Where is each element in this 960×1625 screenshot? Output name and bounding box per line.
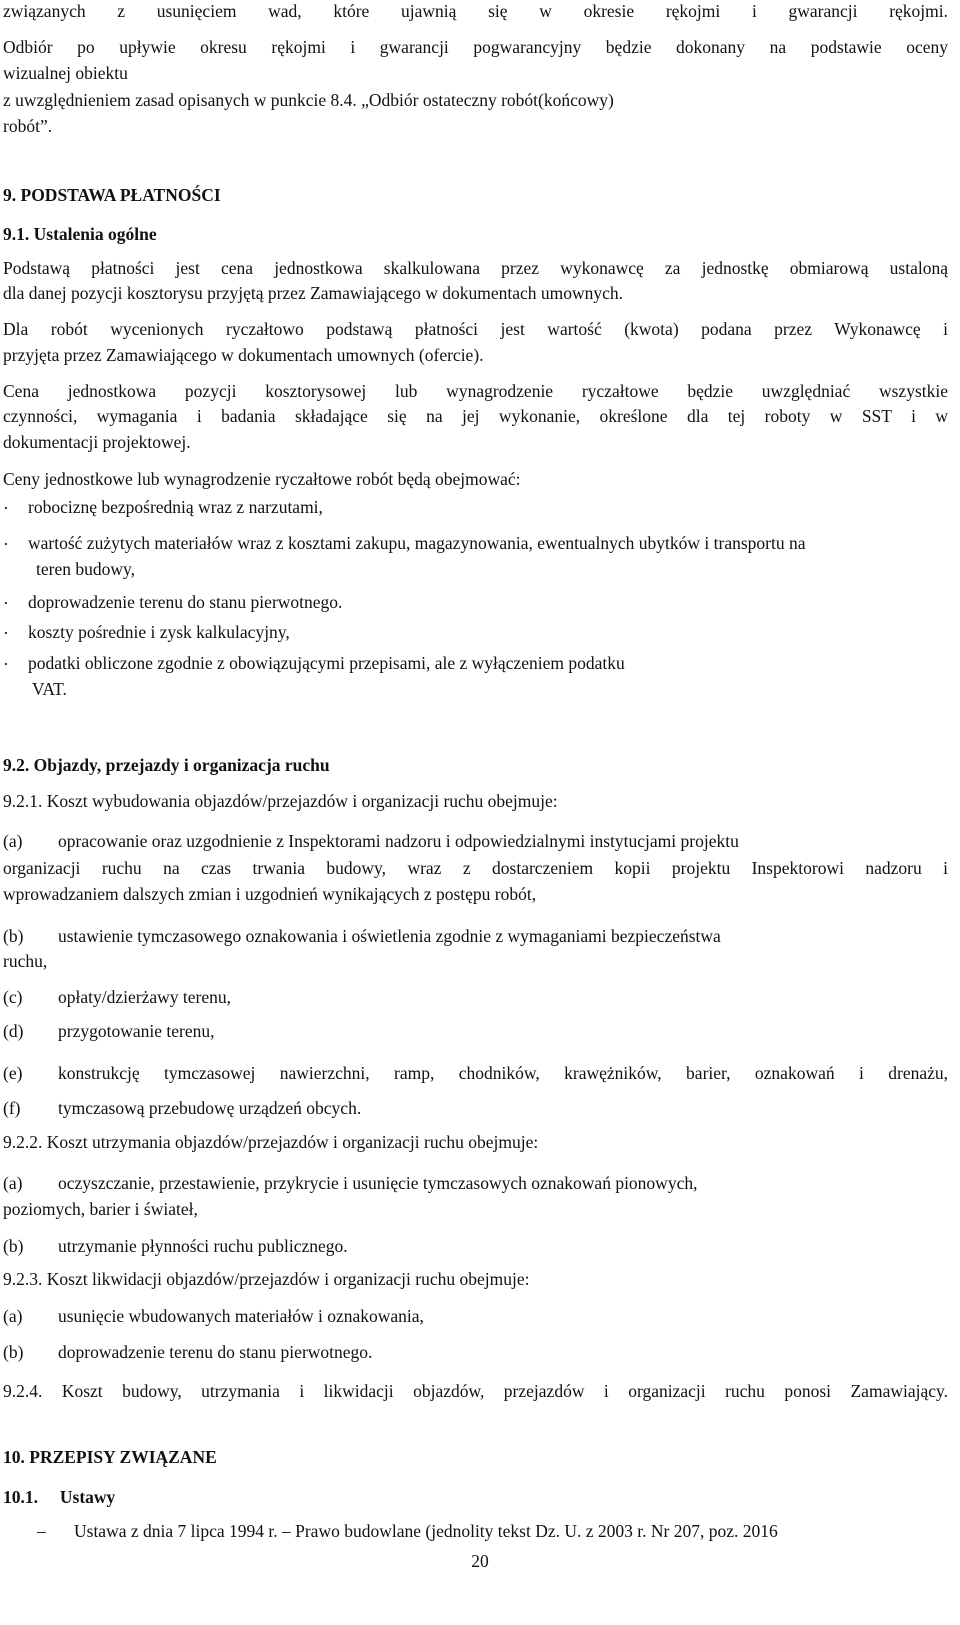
list-item: przygotowanie terenu,: [58, 1021, 215, 1041]
item-label: (b): [3, 1236, 24, 1256]
list-item: podatki obliczone zgodnie z obowiązującymi przepisami, ale z wyłączeniem podatku: [28, 653, 625, 673]
subsection-heading: 10.1. Ustawy: [3, 1487, 116, 1507]
list-item-continuation: ruchu,: [3, 951, 48, 971]
item-label: (f): [3, 1098, 21, 1118]
list-item-continuation: organizacji ruchu na czas trwania budowy, wraz z dostarczeniem kopii projektu Inspektorowi nadzoru i: [3, 858, 948, 878]
bullet-dot: ·: [3, 498, 9, 518]
dash-marker: –: [37, 1521, 46, 1541]
list-item: wartość zużytych materiałów wraz z kosztami zakupu, magazynowania, ewentualnych ubytków i transportu na: [28, 533, 806, 553]
list-item: tymczasową przebudowę urządzeń obcych.: [58, 1098, 362, 1118]
item-label: (a): [3, 1173, 23, 1193]
bullet-dot: ·: [3, 623, 9, 643]
subsection-title: 9.2.3. Koszt likwidacji objazdów/przejazdów i organizacji ruchu obejmuje:: [3, 1269, 530, 1289]
list-item: doprowadzenie terenu do stanu pierwotnego.: [28, 592, 343, 612]
text-line: z uwzględnieniem zasad opisanych w punkcie 8.4. „Odbiór ostateczny robót(końcowy): [3, 90, 614, 110]
list-item-continuation: poziomych, barier i świateł,: [3, 1199, 198, 1219]
list-item: ustawienie tymczasowego oznakowania i oświetlenia zgodnie z wymaganiami bezpieczeństwa: [58, 926, 721, 946]
item-label: (a): [3, 1306, 23, 1326]
paragraph-line: dla danej pozycji kosztorysu przyjętą przez Zamawiającego w dokumentach umownych.: [3, 283, 624, 303]
list-item: oczyszczanie, przestawienie, przykrycie i usunięcie tymczasowych oznakowań pionowych,: [58, 1173, 698, 1193]
paragraph-line: przyjęta przez Zamawiającego w dokumentach umownych (ofercie).: [3, 345, 484, 365]
list-item: doprowadzenie terenu do stanu pierwotnego.: [58, 1342, 373, 1362]
list-item: usunięcie wbudowanych materiałów i oznakowania,: [58, 1306, 424, 1326]
bullet-dot: ·: [3, 654, 9, 674]
list-item-continuation: VAT.: [32, 679, 67, 699]
item-label: (b): [3, 926, 24, 946]
list-item: opłaty/dzierżawy terenu,: [58, 987, 231, 1007]
bullet-dot: ·: [3, 534, 9, 554]
subsection-title: 9.2.4. Koszt budowy, utrzymania i likwidacji objazdów, przejazdów i organizacji ruchu ponosi Zamawiający.: [3, 1381, 948, 1401]
list-item: opracowanie oraz uzgodnienie z Inspektorami nadzoru i odpowiedzialnymi instytucjami projektu: [58, 831, 739, 851]
section-heading: 9. PODSTAWA PŁATNOŚCI: [3, 185, 221, 205]
text-line: robót”.: [3, 116, 53, 136]
list-item: robociznę bezpośrednią wraz z narzutami,: [28, 497, 323, 517]
paragraph-line: Ceny jednostkowe lub wynagrodzenie ryczałtowe robót będą obejmować:: [3, 469, 521, 489]
item-label: (d): [3, 1021, 24, 1041]
section-heading: 10. PRZEPISY ZWIĄZANE: [3, 1447, 217, 1467]
subsection-heading: 9.2. Objazdy, przejazdy i organizacja ruchu: [3, 755, 330, 775]
paragraph-line: dokumentacji projektowej.: [3, 432, 191, 452]
paragraph-line: Dla robót wycenionych ryczałtowo podstawą płatności jest wartość (kwota) podana przez Wykonawcę i: [3, 319, 948, 339]
paragraph-line: Cena jednostkowa pozycji kosztorysowej lub wynagrodzenie ryczałtowe będzie uwzględniać wszystkie: [3, 381, 948, 401]
paragraph-line: czynności, wymagania i badania składające się na jej wykonanie, określone dla tej roboty w SST i w: [3, 406, 948, 426]
subsection-heading: 9.1. Ustalenia ogólne: [3, 224, 157, 244]
list-item-continuation: teren budowy,: [36, 559, 135, 579]
subsection-title: 9.2.1. Koszt wybudowania objazdów/przejazdów i organizacji ruchu obejmuje:: [3, 791, 558, 811]
subsection-title: 9.2.2. Koszt utrzymania objazdów/przejazdów i organizacji ruchu obejmuje:: [3, 1132, 539, 1152]
list-item: Ustawa z dnia 7 lipca 1994 r. – Prawo budowlane (jednolity tekst Dz. U. z 2003 r. Nr 207, poz. 2016: [74, 1521, 778, 1541]
item-label: (b): [3, 1342, 24, 1362]
bullet-dot: ·: [3, 593, 9, 613]
item-label: (a): [3, 831, 23, 851]
text-line: Odbiór po upływie okresu rękojmi i gwarancji pogwarancyjny będzie dokonany na podstawie oceny: [3, 37, 948, 57]
list-item-continuation: wprowadzaniem dalszych zmian i uzgodnień wynikających z postępu robót,: [3, 884, 537, 904]
text-line: związanych z usunięciem wad, które ujawnią się w okresie rękojmi i gwarancji rękojmi.: [3, 1, 948, 21]
list-item: koszty pośrednie i zysk kalkulacyjny,: [28, 622, 290, 642]
item-label: (c): [3, 987, 23, 1007]
item-label: (e): [3, 1063, 23, 1083]
list-item: utrzymanie płynności ruchu publicznego.: [58, 1236, 348, 1256]
text-line: wizualnej obiektu: [3, 63, 128, 83]
paragraph-line: Podstawą płatności jest cena jednostkowa skalkulowana przez wykonawcę za jednostkę obmiarową ustaloną: [3, 258, 948, 278]
page-number: 20: [471, 1551, 489, 1571]
list-item: konstrukcję tymczasowej nawierzchni, ramp, chodników, krawężników, barier, oznakowań i drenażu,: [58, 1063, 948, 1083]
